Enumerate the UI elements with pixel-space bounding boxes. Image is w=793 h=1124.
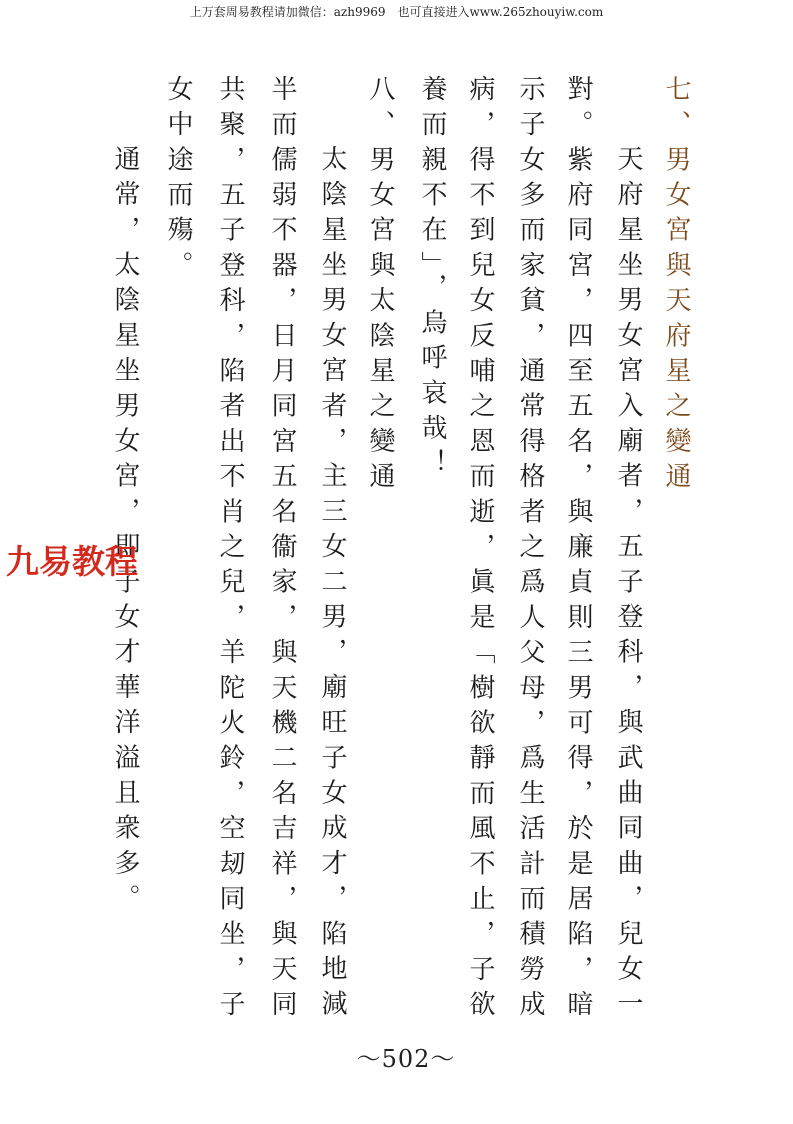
section-8-title: 八、男女宮與太陰星之變通 xyxy=(365,75,395,498)
header-banner: 上万套周易教程请加微信：azh9969 也可直接进入www.265zhouyiw.com xyxy=(189,5,604,19)
section-7-line-2: 對。紫府同宮，四至五名，與廉貞則三男可得，於是居陷，暗 xyxy=(563,75,593,1026)
section-7-line-3: 示子女多而家貧，通常得格者之爲人父母，爲生活計而積勞成 xyxy=(515,75,545,1026)
watermark: 九易教程 xyxy=(6,542,138,581)
section-8-line-3: 共聚，五子登科，陷者出不肖之兒，羊陀火鈴，空刼同坐，子 xyxy=(215,75,245,1026)
section-8-line-5: 通常，太陰星坐男女宮，即子女才華洋溢且衆多。 xyxy=(110,145,140,920)
section-7-line-5: 養而親不在」，烏呼哀哉！ xyxy=(417,75,447,485)
section-8-line-4: 女中途而殤。 xyxy=(163,75,193,287)
page-number: ～502～ xyxy=(356,1045,456,1073)
section-7-title: 七、男女宮與天府星之變通 xyxy=(661,75,691,498)
section-7-line-1: 天府星坐男女宮入廟者，五子登科，與武曲同曲，兒女一 xyxy=(613,145,643,1025)
section-8-line-2: 半而儒弱不器，日月同宮五名衞家，與天機二名吉祥，與天同 xyxy=(267,75,297,1026)
section-7-line-4: 病，得不到兒女反哺之恩而逝，眞是「樹欲靜而風不止，子欲 xyxy=(465,75,495,1026)
section-8-line-1: 太陰星坐男女宮者，主三女二男，廟旺子女成才，陷地減 xyxy=(317,145,347,1025)
